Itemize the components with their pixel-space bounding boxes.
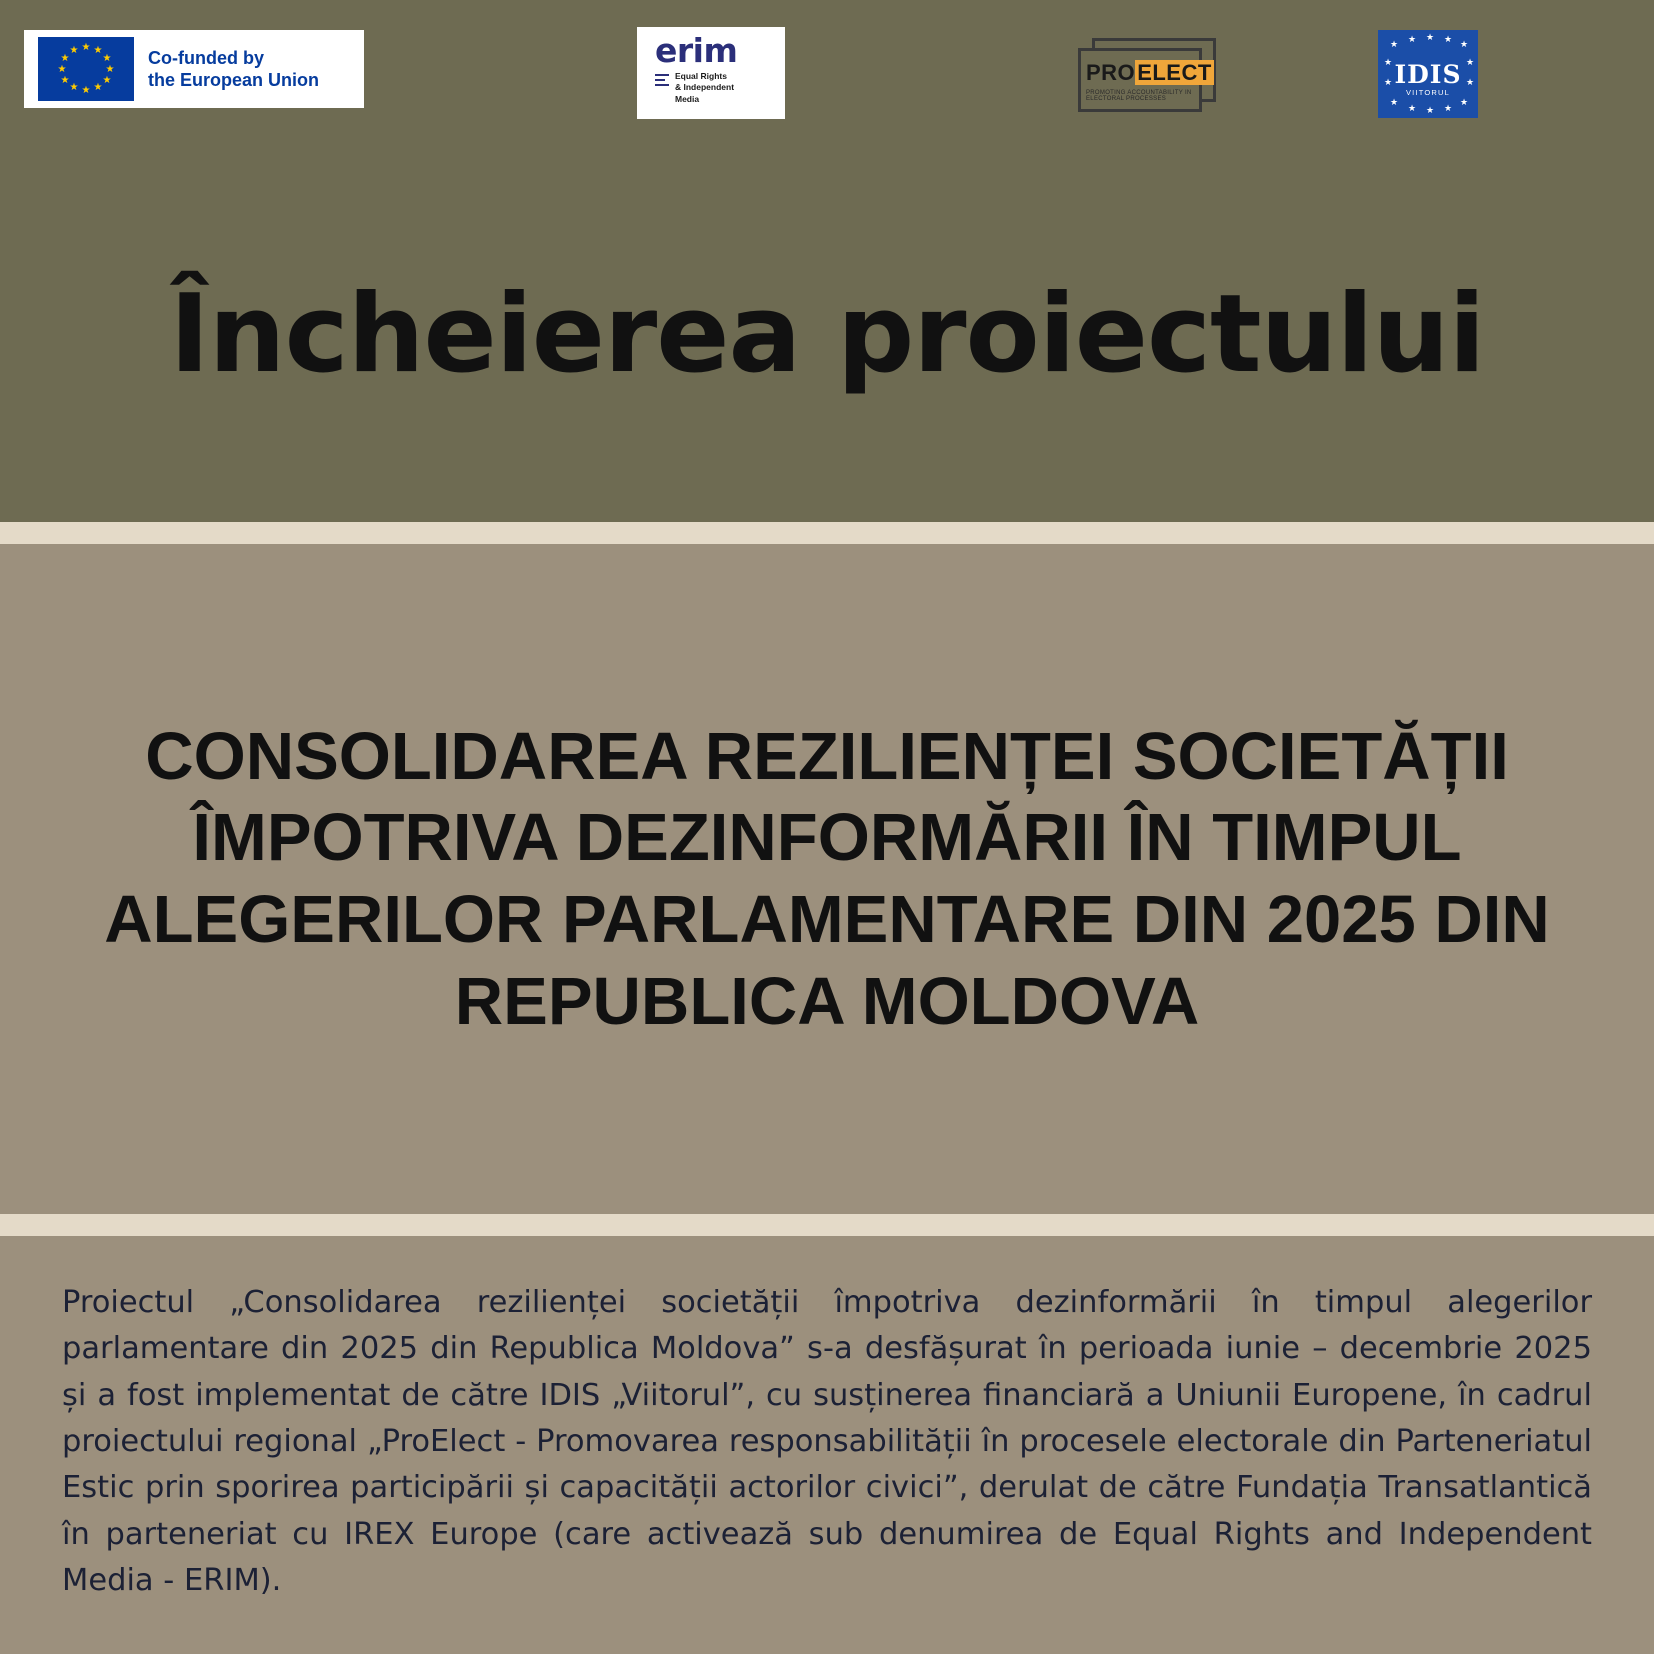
- erim-subtitle-line-2: & Independent: [675, 82, 735, 93]
- idis-wordmark: IDIS: [1394, 60, 1462, 89]
- proelect-wordmark: [1086, 60, 1214, 86]
- divider-top: [0, 522, 1654, 544]
- erim-subtitle-block: [655, 71, 775, 105]
- proelect-word-elect: ELECT: [1137, 60, 1212, 85]
- eu-funding-line-1: Co-funded by: [148, 47, 264, 68]
- eu-funding-line-2: the European Union: [148, 70, 319, 90]
- project-title-band: [0, 544, 1654, 1214]
- page-title: Încheierea proiectului: [169, 272, 1485, 398]
- erim-subtitle: [675, 71, 734, 105]
- eu-flag-icon: ★ ★ ★ ★ ★ ★ ★ ★ ★ ★ ★ ★: [38, 37, 134, 101]
- idis-subtitle: VIITORUL: [1405, 88, 1451, 97]
- erim-subtitle-line-3: Media: [675, 93, 700, 104]
- body-band: [0, 1236, 1654, 1654]
- erim-wordmark: erim: [655, 31, 738, 70]
- eu-funding-text: [148, 47, 319, 92]
- proelect-logo: [1078, 38, 1224, 118]
- proelect-word-pro: PRO: [1086, 60, 1136, 85]
- body-paragraph: Proiectul „Consolidarea rezilienței societății împotriva dezinformării în timpul alegerilor parlamentare din 2025 din Republica Moldova” s-a desfășurat în perioada iunie – decembrie 2025 și a fost implementat de către IDIS „Viitorul”, cu susținerea financiară a Uniunii Europene, în cadrul proiectului regional „ProElect - Promovarea responsabilității în procesele electorale din Parteneriatul Estic prin sporirea participării și capacității actorilor civici”, derulat de către Fundația Transatlantică în parteneriat cu IREX Europe (care activează sub denumirea de Equal Rights and Independent Media - ERIM).: [62, 1285, 1592, 1599]
- erim-subtitle-line-1: Equal Rights: [675, 71, 727, 81]
- proelect-tagline: PROMOTING ACCOUNTABILITY IN ELECTORAL PROCESSES: [1086, 90, 1192, 102]
- erim-bars-icon: [655, 71, 671, 89]
- headline-band: [0, 148, 1654, 522]
- project-title: CONSOLIDAREA REZILIENȚEI SOCIETĂȚII ÎMPOTRIVA DEZINFORMĂRII ÎN TIMPUL ALEGERILOR PARLAMENTARE DIN 2025 DIN REPUBLICA MOLDOVA: [104, 718, 1550, 1039]
- logo-bar: [0, 0, 1654, 148]
- erim-logo: [637, 27, 785, 119]
- eu-funding-logo: [24, 30, 364, 108]
- divider-bottom: [0, 1214, 1654, 1236]
- idis-viitorul-logo: ★ ★ ★ ★ ★ ★ ★ ★ ★ ★ ★ ★ ★ ★ IDIS VIITORUL: [1378, 30, 1478, 118]
